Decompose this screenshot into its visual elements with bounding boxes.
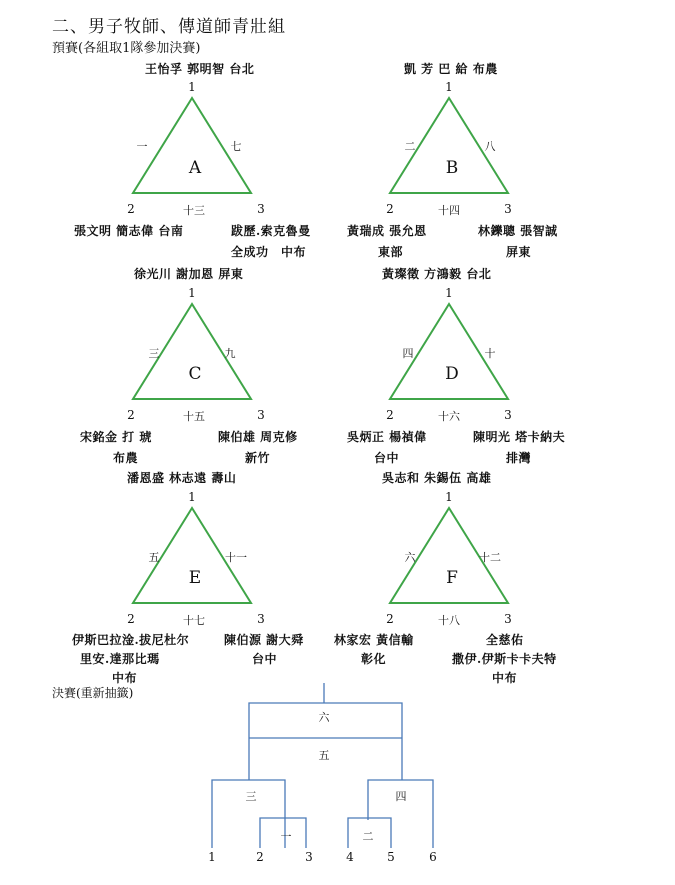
group-a-match-bottom: 十三 — [183, 204, 205, 217]
group-b-match-right: 八 — [484, 140, 496, 153]
group-b-vertex-2: 2 — [386, 202, 394, 216]
final-slot-6: 6 — [429, 850, 437, 864]
final-match-3: 三 — [245, 790, 257, 803]
group-e-match-bottom: 十七 — [183, 614, 205, 627]
final-match-2: 二 — [362, 830, 374, 843]
group-f-team-3-line2: 撒伊.伊斯卡卡夫特 — [452, 652, 557, 666]
final-slot-3: 3 — [305, 850, 313, 864]
group-b-vertex-1: 1 — [445, 80, 453, 94]
group-b-team-3: 林鑠聰 張智誠 — [478, 224, 558, 238]
group-b-team-2: 黃瑞成 張允恩 — [347, 224, 427, 238]
group-a-match-left: 一 — [136, 140, 148, 153]
page-title: 二、男子牧師、傳道師青壯組 — [52, 17, 286, 37]
group-b-team-1: 凱 芳 巴 給 布農 — [404, 62, 498, 76]
group-f-match-left: 六 — [404, 551, 416, 564]
group-a-team-2: 張文明 簡志偉 台南 — [74, 224, 184, 238]
group-d-match-left: 四 — [402, 347, 414, 360]
group-a-vertex-2: 2 — [127, 202, 135, 216]
group-c-match-left: 三 — [148, 347, 160, 360]
group-e-match-right: 十一 — [225, 551, 247, 564]
group-a-team-3-line2: 全成功 中布 — [231, 245, 307, 259]
group-f-team-1: 吳志和 朱錫伍 高雄 — [382, 471, 492, 485]
group-b-team-3-line2: 屏東 — [506, 245, 532, 259]
group-e-match-left: 五 — [148, 551, 160, 564]
group-c-team-2: 宋銘金 打 琥 — [80, 430, 152, 444]
group-a-letter: A — [188, 158, 202, 178]
group-a-vertex-3: 3 — [257, 202, 265, 216]
group-e-vertex-1: 1 — [188, 490, 196, 504]
group-c-vertex-2: 2 — [127, 408, 135, 422]
group-d-team-2-line2: 台中 — [374, 451, 400, 465]
group-f-team-3-line3: 中布 — [492, 671, 518, 685]
final-slot-2: 2 — [256, 850, 264, 864]
group-f-match-right: 十二 — [479, 551, 501, 564]
final-label: 決賽(重新抽籤) — [52, 686, 134, 700]
group-a-vertex-1: 1 — [188, 80, 196, 94]
final-match-4: 四 — [395, 790, 407, 803]
group-e-team-2-line3: 中布 — [112, 671, 138, 685]
group-d-match-right: 十 — [484, 347, 496, 360]
group-d-vertex-2: 2 — [386, 408, 394, 422]
final-bracket — [212, 683, 433, 848]
group-b-match-left: 二 — [404, 140, 416, 153]
group-c-team-2-line2: 布農 — [113, 451, 139, 465]
group-e-vertex-2: 2 — [127, 612, 135, 626]
final-match-1: 一 — [280, 830, 292, 843]
group-e-team-3-line2: 台中 — [252, 652, 278, 666]
group-d-team-1: 黃璨徵 方鴻毅 台北 — [382, 267, 492, 281]
group-c-team-3: 陳伯雄 周克修 — [218, 430, 298, 444]
group-c-vertex-1: 1 — [188, 286, 196, 300]
group-f-vertex-1: 1 — [445, 490, 453, 504]
final-match-6: 六 — [318, 711, 330, 724]
group-c-match-bottom: 十五 — [183, 410, 205, 423]
group-d-team-3: 陳明光 塔卡納夫 — [473, 430, 566, 444]
group-f-team-2: 林家宏 黃信輸 — [334, 633, 414, 647]
group-d-letter: D — [445, 364, 459, 384]
page-subtitle: 預賽(各組取1隊參加決賽) — [52, 41, 201, 56]
final-match-5: 五 — [318, 749, 330, 762]
group-d-vertex-1: 1 — [445, 286, 453, 300]
group-b-vertex-3: 3 — [504, 202, 512, 216]
group-a-team-3: 跋歷.索克魯曼 — [231, 224, 311, 238]
final-slot-5: 5 — [387, 850, 395, 864]
group-e-team-3: 陳伯源 謝大舜 — [224, 633, 304, 647]
group-c-team-1: 徐光川 謝加恩 屏東 — [134, 267, 244, 281]
final-slot-4: 4 — [346, 850, 354, 864]
group-a-match-right: 七 — [230, 140, 242, 153]
group-e-letter: E — [188, 568, 202, 588]
group-c-match-right: 九 — [224, 347, 236, 360]
group-f-letter: F — [446, 568, 458, 588]
group-d-team-3-line2: 排灣 — [506, 451, 532, 465]
final-slot-1: 1 — [208, 850, 216, 864]
group-c-team-3-line2: 新竹 — [245, 451, 271, 465]
group-f-team-2-line2: 彰化 — [361, 652, 387, 666]
group-e-team-2: 伊斯巴拉淦.拔尼杜尔 — [72, 633, 190, 647]
group-f-match-bottom: 十八 — [438, 614, 460, 627]
group-b-letter: B — [445, 158, 459, 178]
group-e-team-1: 潘恩盛 林志遠 壽山 — [127, 471, 237, 485]
group-d-team-2: 吳炳正 楊禎偉 — [347, 430, 427, 444]
group-f-team-3: 全慈佑 — [486, 633, 524, 647]
group-b-match-bottom: 十四 — [438, 204, 460, 217]
group-a-team-1: 王怡孚 郭明智 台北 — [145, 62, 255, 76]
group-d-vertex-3: 3 — [504, 408, 512, 422]
group-c-vertex-3: 3 — [257, 408, 265, 422]
group-f-vertex-2: 2 — [386, 612, 394, 626]
group-d-match-bottom: 十六 — [438, 410, 460, 423]
group-f-vertex-3: 3 — [504, 612, 512, 626]
group-e-team-2-line2: 里安.達那比瑪 — [80, 652, 160, 666]
group-e-vertex-3: 3 — [257, 612, 265, 626]
group-c-letter: C — [188, 364, 202, 384]
group-b-team-2-line2: 東部 — [378, 245, 404, 259]
